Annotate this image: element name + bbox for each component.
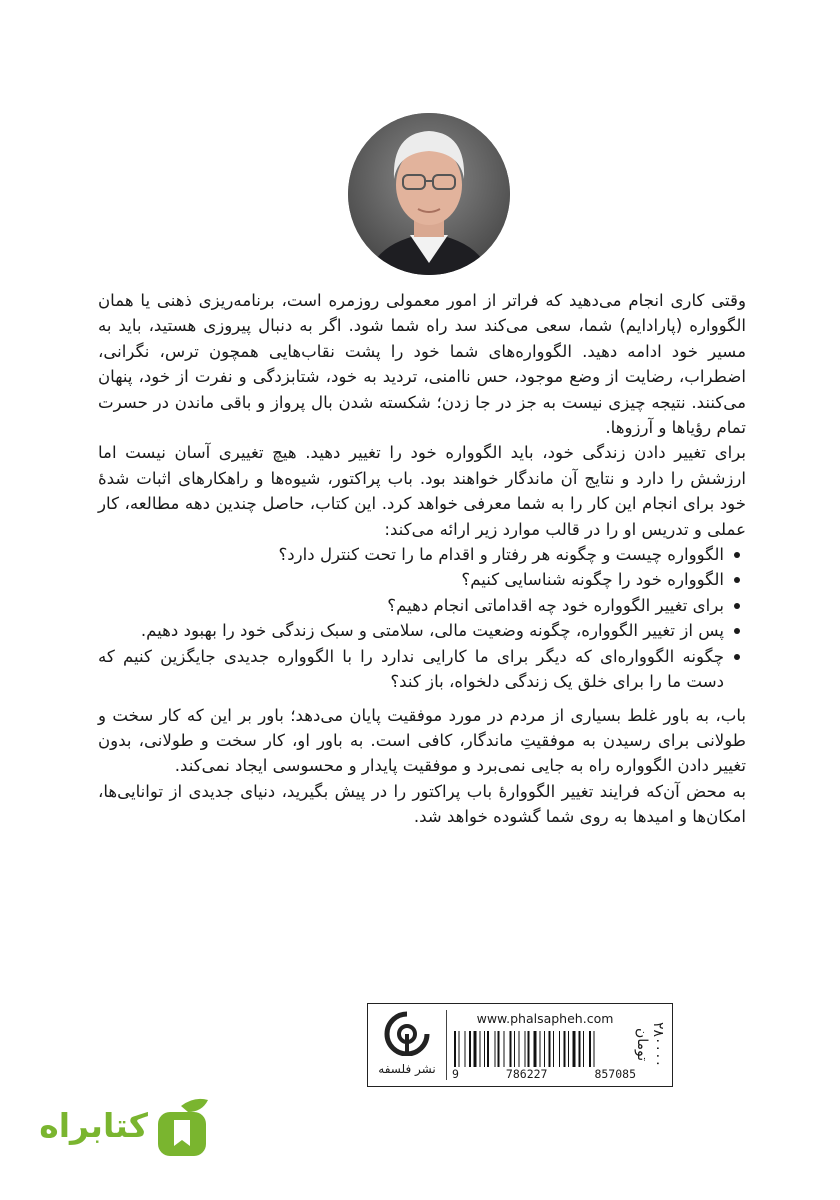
publisher-name: نشر فلسفه — [378, 1062, 436, 1076]
barcode-box — [367, 1003, 673, 1087]
back-cover-text — [98, 288, 746, 830]
publisher-logo-icon — [382, 1010, 432, 1056]
list-item: چگونه الگوواره‌ای که دیگر برای ما کارایی ندارد را با الگوواره جدیدی جایگزین کنیم که دست ما را برای خلق یک زندگی دلخواه، باز کند؟ — [98, 644, 746, 695]
ketabrah-watermark — [38, 1094, 213, 1164]
myth-paragraph: باب، به باور غلط بسیاری از مردم در مورد موفقیت پایان می‌دهد؛ باور بر این که کار سخت و طولانی برای رسیدن به موفقیتِ ماندگار، کافی است. به باور او، کار سخت و طولانی، بدون تغییر دادن الگوواره راه به جایی نمی‌برد و موفقیت پایدار و محسوسی ایجاد نمی‌کند. — [98, 705, 746, 776]
isbn-number — [452, 1067, 636, 1081]
topic-list — [98, 542, 746, 694]
isbn-prefix: 9 — [452, 1067, 459, 1081]
outcome-paragraph: به محض آن‌که فرایند تغییر الگووارهٔ باب پراکتور را در پیش بگیرید، دنیای جدیدی از توانایی‌ها، امکان‌ها و امیدها به روی شما گشوده خواهد شد. — [98, 781, 746, 827]
ketabrah-logo-icon — [150, 1096, 212, 1160]
author-portrait — [348, 113, 510, 275]
divider — [446, 1010, 447, 1080]
barcode-icon — [454, 1031, 634, 1067]
watermark-text: کتابراه — [39, 1106, 148, 1145]
change-paragraph: برای تغییر دادن زندگی خود، باید الگوواره خود را تغییر دهید. هیچ تغییری آسان نیست اما ارزشش را دارد و نتایج آن ماندگار خواهند بود. باب پراکتور، شیوه‌ها و راهکارهای اثبات شدهٔ خود برای انجام این کار را به شما معرفی خواهد کرد. این کتاب، حاصل چندین دهه مطالعه، کار عملی و تدریس او را در قالب موارد زیر ارائه می‌کند: — [98, 443, 746, 539]
isbn-group-2: 857085 — [594, 1067, 636, 1081]
portrait-icon — [348, 113, 510, 275]
list-item: پس از تغییر الگوواره، چگونه وضعیت مالی، سلامتی و سبک زندگی خود را بهبود دهیم. — [98, 618, 746, 643]
isbn-group-1: 786227 — [505, 1067, 548, 1081]
list-item: الگوواره چیست و چگونه هر رفتار و اقدام ما را تحت کنترل دارد؟ — [98, 542, 746, 567]
publisher-url: www.phalsapheh.com — [476, 1011, 614, 1026]
price-label: ۲۸۰۰۰۰ تومان — [634, 1022, 666, 1068]
list-item: برای تغییر الگوواره خود چه اقداماتی انجام دهیم؟ — [98, 593, 746, 618]
list-item: الگوواره خود را چگونه شناسایی کنیم؟ — [98, 567, 746, 592]
intro-paragraph: وقتی کاری انجام می‌دهید که فراتر از امور معمولی روزمره است، برنامه‌ریزی ذهنی یا همان الگوواره (پارادایم) شما، سعی می‌کند سد راه شما شود. اگر به دنبال پیروزی هستید، باید به مسیر خود ادامه دهید. الگوواره‌های شما خود را پشت نقاب‌هایی همچون ترس، نگرانی، اضطراب، رضایت از وضع موجود، حس ناامنی، تردید به خود، شتابزدگی و نفرت از خود، پنهان می‌کنند. نتیجه چیزی نیست به جز در جا زدن؛ شکسته شدن بال پرواز و باقی ماندن در حسرت تمام رؤیاها و آرزوها. — [98, 291, 746, 438]
